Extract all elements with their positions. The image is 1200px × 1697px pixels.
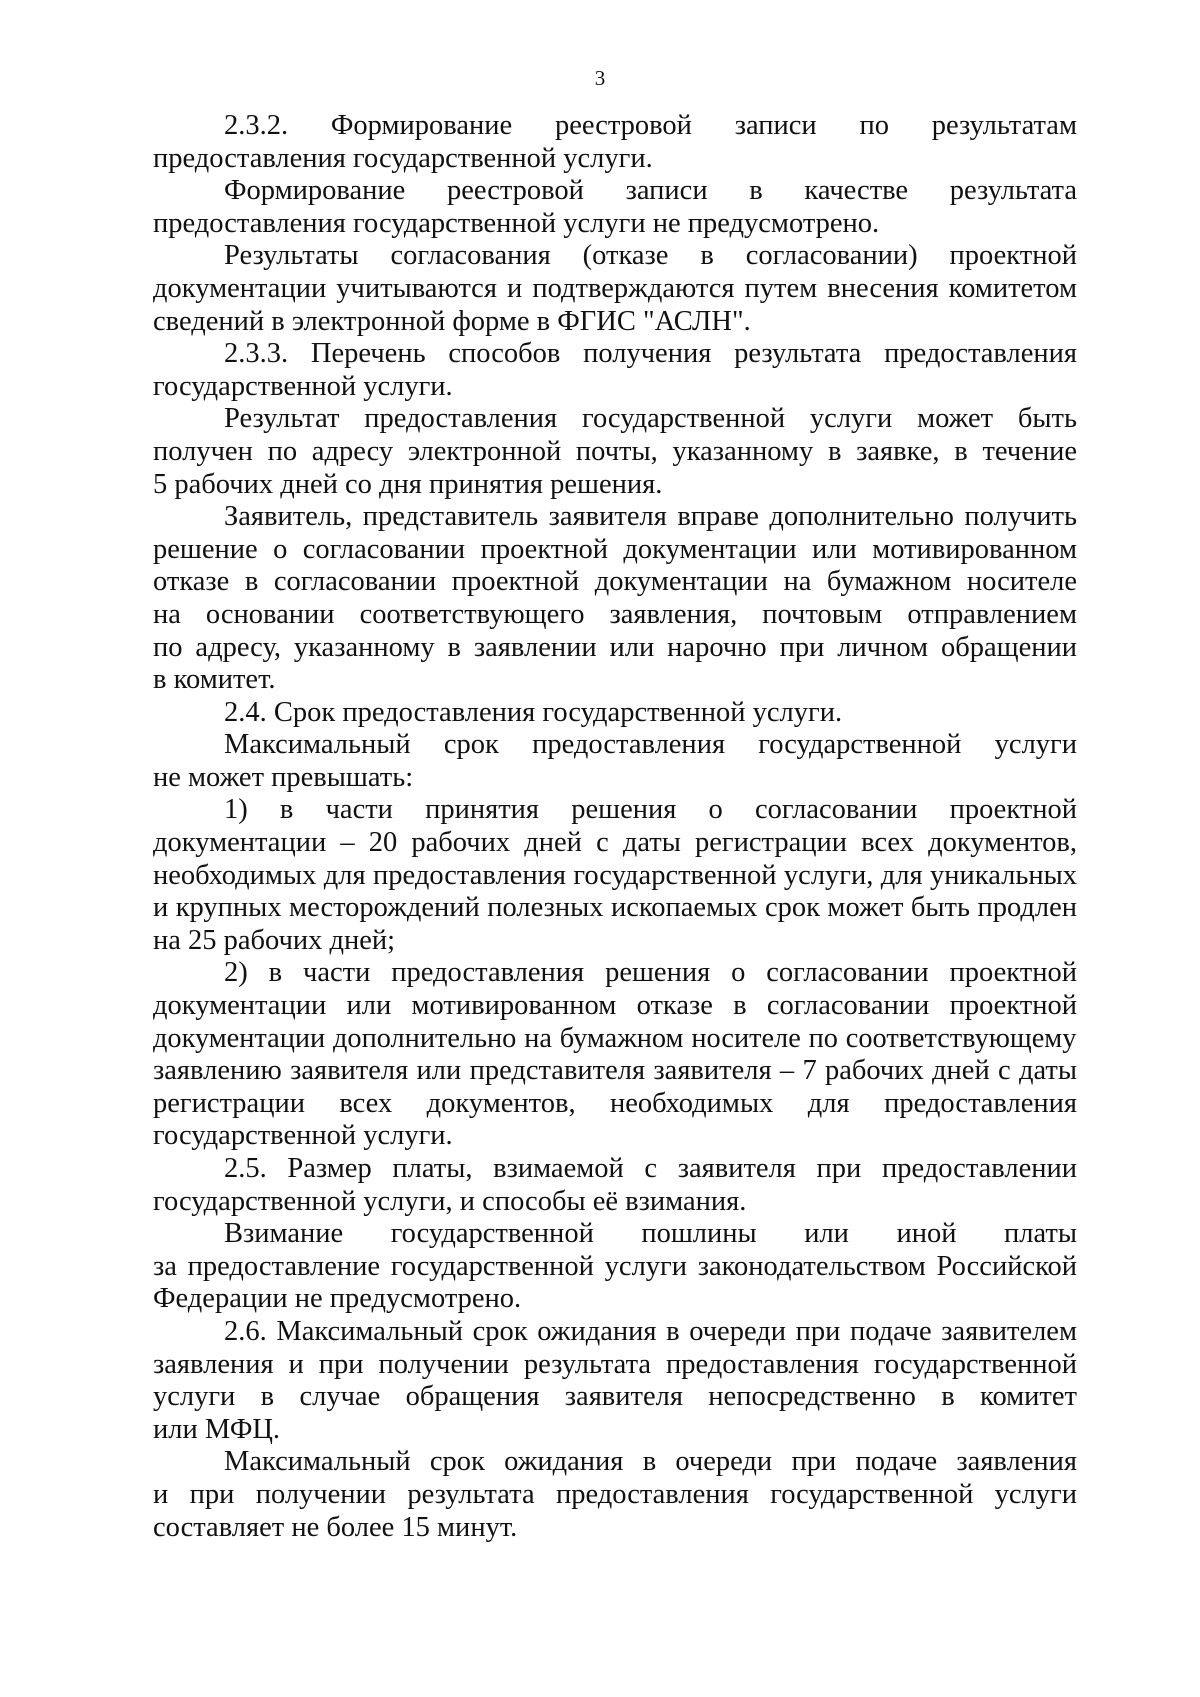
text-line: предоставления государственной услуги. xyxy=(153,142,653,174)
text-line: 5 рабочих дней со дня принятия решения. xyxy=(153,468,663,500)
text-line: необходимых для предоставления государственной услуги, для уникальных xyxy=(153,859,1077,891)
paragraph-p-max-term xyxy=(153,729,1077,794)
text-line: или МФЦ. xyxy=(153,1413,281,1445)
paragraph-p-results-fgis xyxy=(153,240,1077,338)
text-line: государственной услуги. xyxy=(153,1120,453,1152)
paragraph-p-2-3-2 xyxy=(153,110,1077,175)
text-line: отказе в согласовании проектной документации на бумажном носителе xyxy=(153,566,1077,598)
paragraph-p-2-3-3 xyxy=(153,338,1077,403)
paragraph-p-result-email xyxy=(153,403,1077,501)
text-line: в комитет. xyxy=(153,664,276,696)
text-line: услуги в случае обращения заявителя непосредственно в комитет xyxy=(153,1381,1077,1413)
text-line: на 25 рабочих дней; xyxy=(153,924,396,956)
text-line: документации учитываются и подтверждаются путем внесения комитетом xyxy=(153,272,1077,304)
text-line: государственной услуги. xyxy=(153,370,453,402)
text-line: Максимальный срок предоставления государственной услуги xyxy=(224,729,1077,761)
text-line: и при получении результата предоставления государственной услуги xyxy=(153,1478,1077,1510)
paragraph-p-2-4 xyxy=(153,697,1077,730)
text-line: 2.4. Срок предоставления государственной услуги. xyxy=(224,696,843,728)
text-line: регистрации всех документов, необходимых для предоставления xyxy=(153,1087,1077,1119)
text-line: 2.6. Максимальный срок ожидания в очереди при подаче заявителем xyxy=(224,1315,1077,1347)
text-line: Результаты согласования (отказе в согласовании) проектной xyxy=(224,240,1077,272)
text-line: 2.3.3. Перечень способов получения результата предоставления xyxy=(224,338,1077,370)
text-line: государственной услуги, и способы её взимания. xyxy=(153,1185,747,1217)
text-line: Формирование реестровой записи в качестве результата xyxy=(224,175,1077,207)
text-line: 2.5. Размер платы, взимаемой с заявителя при предоставлении xyxy=(224,1153,1077,1184)
text-line: получен по адресу электронной почты, указанному в заявке, в течение xyxy=(153,435,1077,467)
document-body xyxy=(153,110,1077,1544)
text-line: заявления и при получении результата предоставления государственной xyxy=(153,1348,1077,1380)
text-line: Федерации не предусмотрено. xyxy=(153,1283,522,1315)
text-line: 2.3.2. Формирование реестровой записи по результатам xyxy=(224,110,1077,141)
paragraph-p-item-1 xyxy=(153,794,1077,957)
paragraph-p-fee xyxy=(153,1218,1077,1316)
text-line: Максимальный срок ожидания в очереди при подаче заявления xyxy=(224,1446,1077,1478)
text-line: Взимание государственной пошлины или иной платы xyxy=(224,1218,1077,1250)
text-line: 1) в части принятия решения о согласовании проектной xyxy=(224,794,1077,826)
text-line: документации – 20 рабочих дней с даты регистрации всех документов, xyxy=(153,827,1077,859)
text-line: документации дополнительно на бумажном носителе по соответствующему xyxy=(153,1022,1077,1054)
text-line: и крупных месторождений полезных ископаемых срок может быть продлен xyxy=(153,892,1077,924)
text-line: 2) в части предоставления решения о согласовании проектной xyxy=(224,957,1077,989)
text-line: документации или мотивированном отказе в согласовании проектной xyxy=(153,990,1077,1022)
paragraph-p-registry-not-provided xyxy=(153,175,1077,240)
text-line: заявлению заявителя или представителя заявителя – 7 рабочих дней с даты xyxy=(153,1055,1077,1087)
text-line: за предоставление государственной услуги законодательством Российской xyxy=(153,1250,1077,1282)
paragraph-p-applicant-paper xyxy=(153,501,1077,697)
text-line: составляет не более 15 минут. xyxy=(153,1511,518,1543)
text-line: предоставления государственной услуги не предусмотрено. xyxy=(153,207,880,239)
page-number: 3 xyxy=(594,66,606,90)
text-line: решение о согласовании проектной документации или мотивированном xyxy=(153,533,1077,565)
paragraph-p-queue-time xyxy=(153,1446,1077,1544)
text-line: не может превышать: xyxy=(153,761,414,793)
paragraph-p-2-6 xyxy=(153,1316,1077,1446)
paragraph-p-2-5 xyxy=(153,1153,1077,1218)
text-line: на основании соответствующего заявления, почтовым отправлением xyxy=(153,598,1077,630)
paragraph-p-item-2 xyxy=(153,957,1077,1153)
text-line: Результат предоставления государственной услуги может быть xyxy=(224,403,1077,435)
text-line: сведений в электронной форме в ФГИС "АСЛН". xyxy=(153,305,751,337)
text-line: по адресу, указанному в заявлении или нарочно при личном обращении xyxy=(153,631,1077,663)
text-line: Заявитель, представитель заявителя вправе дополнительно получить xyxy=(224,501,1077,533)
